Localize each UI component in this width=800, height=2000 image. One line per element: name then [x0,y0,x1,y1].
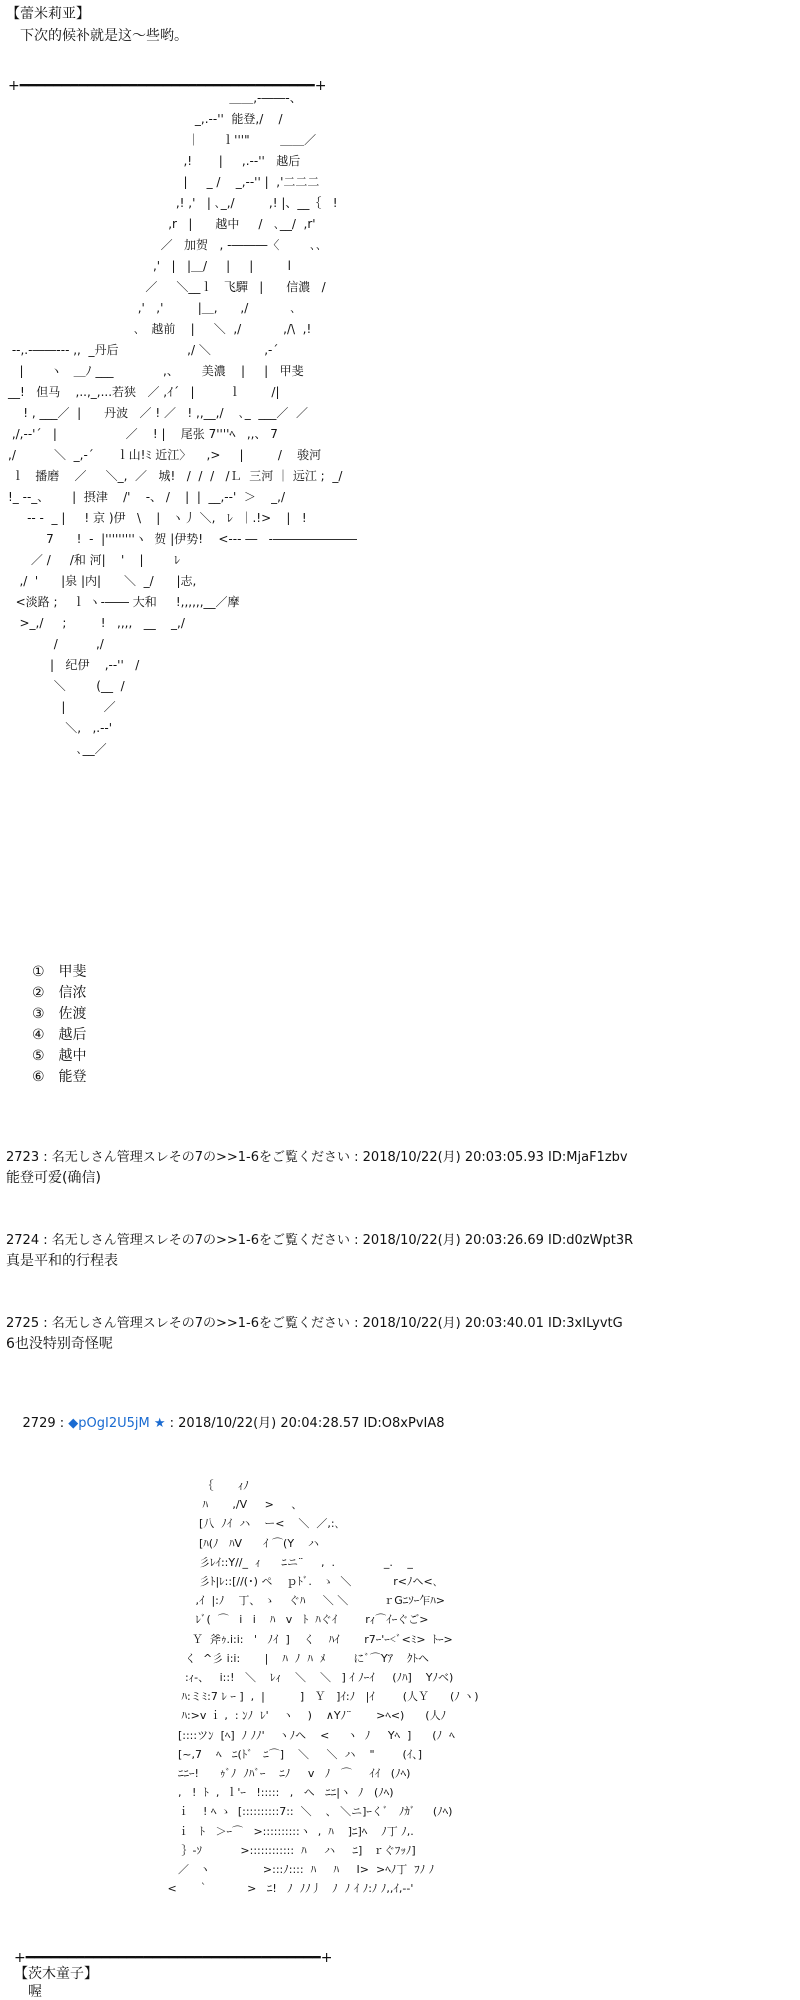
japan-map-ascii-art: ＿＿,-――-、 _,.-‐'' 能登,/ / ｜ ｌ'''" ＿＿／ ,! | ,.-‐'' 越后 | _ / _,-‐'' | ,'二二二 ,! ,' | ､_,/ ,! |、__｛ ! ,r | 越中 / ､__/ ,r' ／ 加贺 , -―――〈 ､､ ,' | |＿/ | | l ／ ＼__ｌ 飞驒 | 信濃 / ,' ,' |＿, ,/ ､ ､ 越前 | ＼ ,/ ,/\ ,! ‐‐,.-――‐‐- ,, _丹后 ,/ ＼ ,-´ | ヽ ＿ﾉ ___ ,、 美濃 | | 甲斐 __! 但马 ,..,_,...若狭 ／ ,ｲ´ | ｌ /| ! , ___／ | 丹波 ／ ! ／ ! ,,__,/ ､_ ___／ ／ ,/,-‐'´ | ／ ! | 尾张 7''''ﾍ ,,、 7 ,/ ＼ _,-´ ｌ山!ﾐ 近江〉 ,> | / 骏河 ｌ 播磨 ／ ＼_, ／ 城! / / / /Ｌ 三河 ｜ 远江 ; _/ !_ ‐-_、 | 摂津 /' ‐、 / | | __,-‐' ＞ _,/ ‐- ‐ _ | ! 京 )伊 \ | ヽ丿 ＼, ﾚ ｜.!> | ! 7 ! - |'''''''''ヽ 贺 |伊势! <‐‐‐ ― ‐――――――― ／ / /和 河| ' | ﾚ ,/ ' |泉 |内| ＼ _/ |志, <淡路 ; ｌ ヽ-―― 大和 !,,,,,,__／摩 >_,/ ; ! ,,,, __ _,/ / ,/ | 纪伊 ,-‐'' / ＼ (__ / | ／ ＼, ,.-‐' ､__／ [8,91,357,756]
post-2723-header: 2723 : 名无しさん管理スレその7の>>1-6をご覧ください : 2018/10/22(月) 20:03:05.93 ID:MjaF1zbv [6,1150,628,1165]
post-meta: : 2018/10/22(月) 20:04:28.57 ID:O8xPvIA8 [165,1416,445,1431]
post-2723-body: 能登可爱(确信) [6,1170,101,1186]
candidate-1: ① 甲斐 [32,964,87,980]
separator-top: +━━━━━━━━━━━━━━━━━━━━━━━━━━━━━━━━━━━+ [8,78,327,94]
post-2724-body: 真是平和的行程表 [6,1253,118,1269]
post-2725-header: 2725 : 名无しさん管理スレその7の>>1-6をご覧ください : 2018/10/22(月) 20:03:40.01 ID:3xILyvtG [6,1316,623,1331]
speaker-ibaraki: 【茨木童子】 [14,1966,98,1982]
speaker-remilia: 【蕾米莉亚】 [6,6,90,22]
separator-bottom: +━━━━━━━━━━━━━━━━━━━━━━━━━━━━━━━━━━━+ [14,1950,333,1966]
candidate-list [32,962,87,1088]
character-ascii-art: ｛ ｨﾉ ﾊ ,/V > 、 [八 ﾉｲ ハ ー< ＼ ／,:､ [ﾊ(ﾉ ﾊV ｲ ⌒(Y ハ 彡ﾚｲ::Y//_ ｨ ﾆニ¨ , . _. _ 彡ﾄ|ﾚ::[//(･) ペ ｐﾄﾞ. ゝ ＼ r<ﾉヘ<､ ,ｲ |:ﾉ 丁、 ゝ ぐﾊ ＼ ＼ ｒGﾆｿｰ乍ﾊ> ﾚﾞ( ⌒ i i ﾊ v ﾄ ﾊぐｲ rｨ⌒ｲｰぐご> Ｙ 斧ｩ.i:i: ' ﾉｲ ] く ﾊｲ r7ｰ'ｰ<ﾞ<ﾐ> ﾄｰ> く ^彡 i:i: | ﾊ ﾉ ﾊ ﾒ にﾞ⌒Yｱ ｸﾄヘ :ｨ-、 i::! ＼ ﾚｨ ＼ ＼ ] ｲ ﾉｰｲ (ﾉﾊ] Yﾉベ) ﾊ:ミﾐ:7 ﾚ ｰ ] , | ] Ｙ ]ｲ:ﾉ |ｲ (人Ｙ (ﾉ ヽ) ﾊ:>v ｉ , : ﾝﾉ ﾚ' ヽ ) ∧Yﾉ¨ >ﾍ<) (人ﾉ [::::ツﾝ [ﾍ] ﾉ ﾉﾉ' ヽﾉヘ < ヽ ﾉ Yﾍ ] (ﾉ ﾍ [~,7 ﾍ ﾆ(ﾄﾞ ﾆ⌒] ＼ ＼ ハ " (ｲ、] ﾆﾆｰ! ｩﾞﾉ ﾉﾊﾞｰ ﾆﾉ v ﾉ ⌒ ｲｲ (ﾉﾍ) , ! ﾄ , ｌ'ｰ !::::: , ヘ ﾆﾆ|ヽ ﾉ (ﾉﾍ) ｉ ! ﾍ ゝ [::::::::::7:: ＼ 、 ＼ニ]ｰくﾞ ﾉｶﾞ (ﾉﾍ) ｉ ﾄ ＞ｰ⌒ >::::::::::ヽ , ﾊ ]ﾆ]ﾍ ﾉ丁 ﾉ,. ｝-ｿ >:::::::::::: ﾊ ハ ﾆ] ｒぐﾌｯﾉ] ／ ヽ >:::ﾉ:::: ﾊ ﾊ I> >ﾍﾉ丁 ﾌﾉ ﾉ < ｀ > ﾆ! ﾉ ﾉﾉ丿 ﾉ ﾉ ｲ ﾉ:ﾉ ﾉ,,ｲ,-‐' [167,1479,479,1896]
poster-trip-link[interactable]: ◆pOgI2U5jM ★ [68,1416,166,1431]
post-2724-header: 2724 : 名无しさん管理スレその7の>>1-6をご覧ください : 2018/10/22(月) 20:03:26.69 ID:d0zWpt3R [6,1233,634,1248]
candidate-4: ④ 越后 [32,1027,87,1043]
post-2729-header [6,1400,445,1448]
candidate-3: ③ 佐渡 [32,1006,87,1022]
remilia-line: 下次的候补就是这～些哟。 [6,28,188,44]
candidate-2: ② 信浓 [32,985,87,1001]
post-2725-body: 6也没特别奇怪呢 [6,1336,113,1352]
candidate-5: ⑤ 越中 [32,1048,87,1064]
candidate-6: ⑥ 能登 [32,1069,87,1085]
post-number: 2729 : [22,1416,69,1431]
ibaraki-line: 喔 [14,1984,42,2000]
